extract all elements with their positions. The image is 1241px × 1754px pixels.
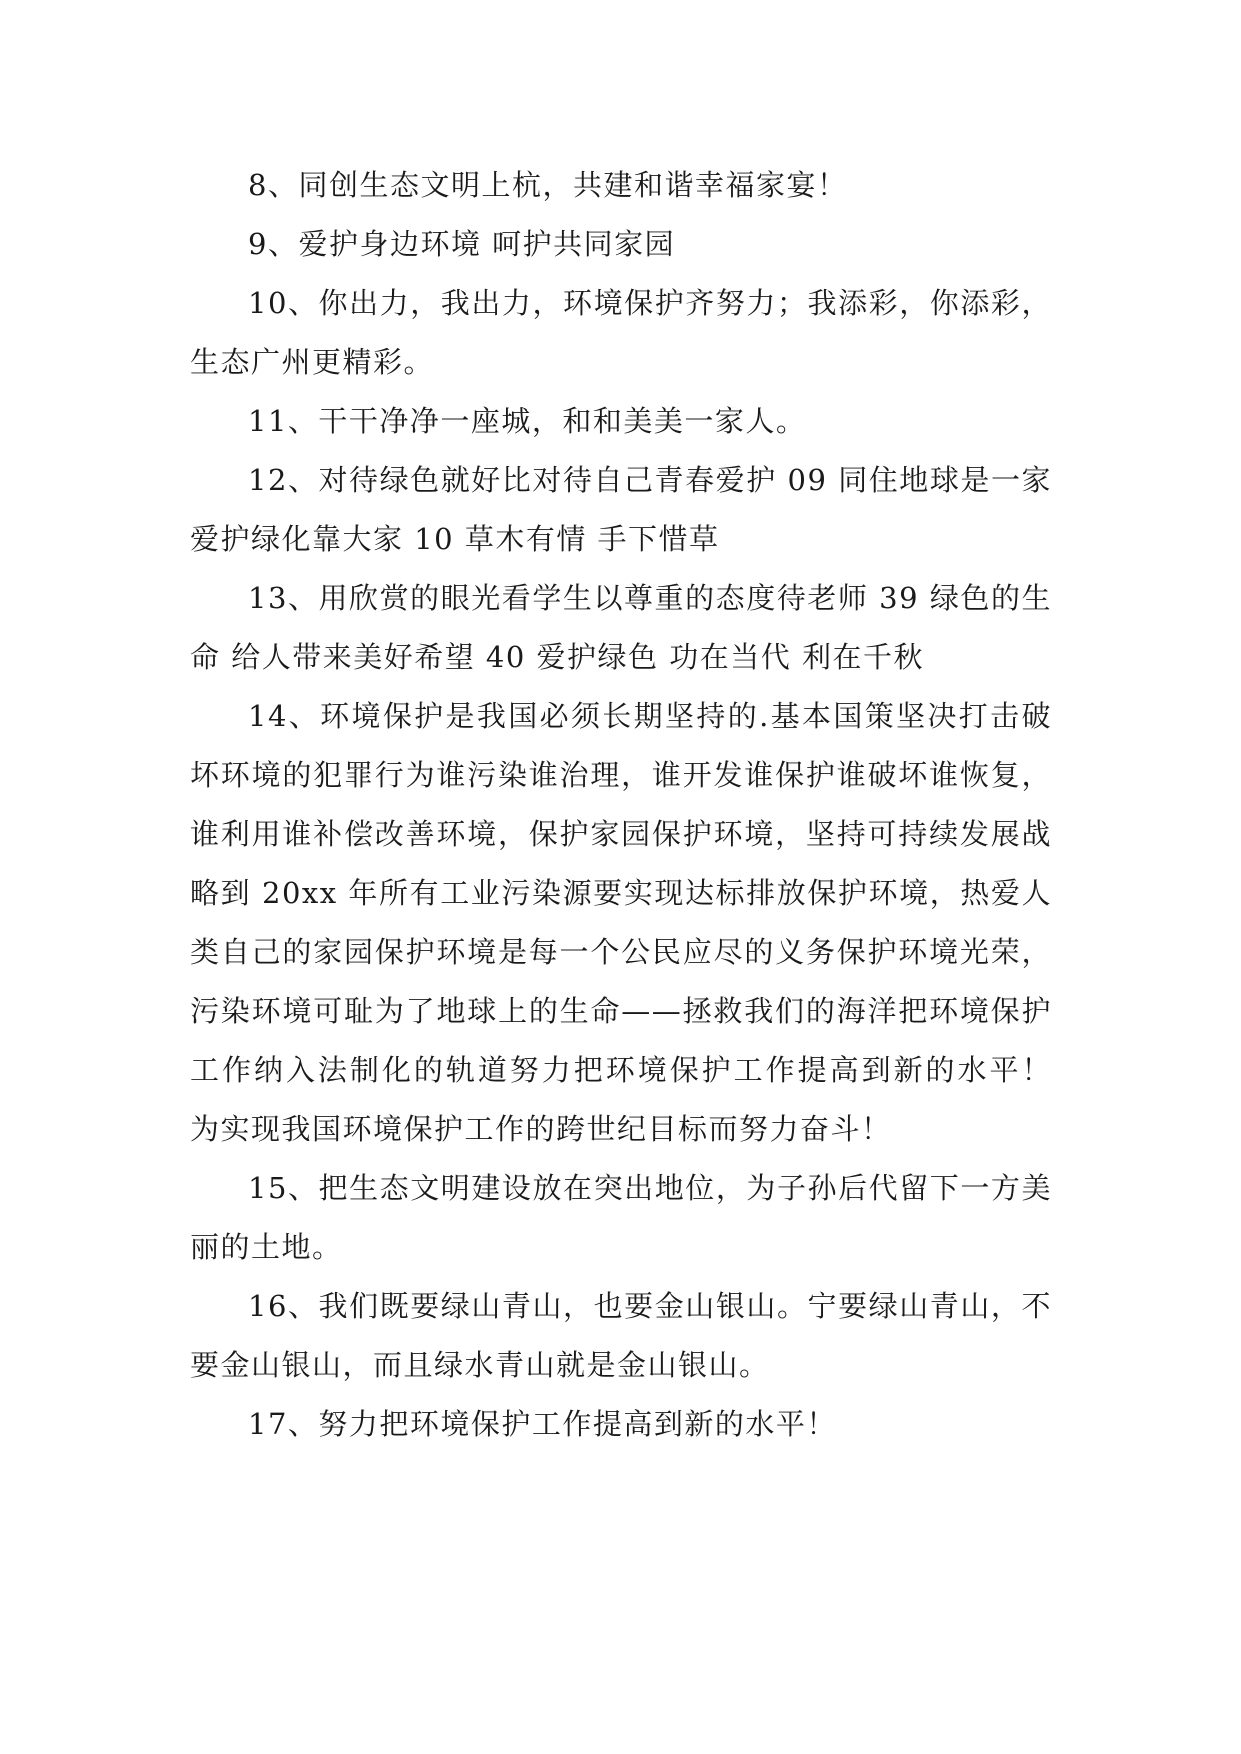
paragraph-9: 9、爱护身边环境 呵护共同家园 (248, 227, 676, 261)
paragraph-8: 8、同创生态文明上杭，共建和谐幸福家宴！ (248, 168, 848, 202)
paragraph-11: 11、干干净净一座城，和和美美一家人。 (248, 404, 807, 438)
paragraph-16: 16、我们既要绿山青山，也要金山银山。宁要绿山青山，不要金山银山，而且绿水青山就是金山银山。 (190, 1289, 1052, 1382)
document-body (190, 156, 1052, 1454)
paragraph-13: 13、用欣赏的眼光看学生以尊重的态度待老师 39 绿色的生命 给人带来美好希望 40 爱护绿色 功在当代 利在千秋 (190, 581, 1052, 674)
paragraph-14: 14、环境保护是我国必须长期坚持的.基本国策坚决打击破坏环境的犯罪行为谁污染谁治理，谁开发谁保护谁破坏谁恢复，谁利用谁补偿改善环境，保护家园保护环境，坚持可持续发展战略到 20xx 年所有工业污染源要实现达标排放保护环境，热爱人类自己的家园保护环境是每一个公民应尽的义务保护环境光荣，污染环境可耻为了地球上的生命——拯救我们的海洋把环境保护工作纳入法制化的轨道努力把环境保护工作提高到新的水平！ 为实现我国环境保护工作的跨世纪目标而努力奋斗！ (190, 699, 1052, 1146)
paragraph-10: 10、你出力，我出力，环境保护齐努力；我添彩，你添彩，生态广州更精彩。 (190, 286, 1052, 379)
paragraph-17: 17、努力把环境保护工作提高到新的水平！ (248, 1407, 837, 1441)
paragraph-15: 15、把生态文明建设放在突出地位，为子孙后代留下一方美丽的土地。 (190, 1171, 1052, 1264)
paragraph-12: 12、对待绿色就好比对待自己青春爱护 09 同住地球是一家爱护绿化靠大家 10 草木有情 手下惜草 (190, 463, 1052, 556)
